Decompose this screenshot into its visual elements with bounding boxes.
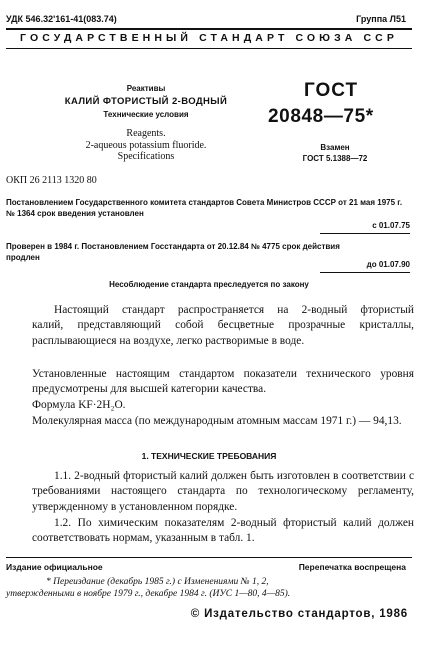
udk-code: УДК 546.32'161-41(083.74): [6, 14, 117, 24]
title-en-line: Specifications: [117, 151, 175, 162]
group-code: Группа Л51: [356, 14, 406, 24]
quality-text: Установленные настоящим стандартом показатели технического уровня предусмотрены для высшей категории качества.: [32, 368, 414, 396]
official-edition-label: Издание официальное: [6, 562, 103, 572]
scope-line: калий, представляющий собой бесцветные прозрачные кристаллы,: [32, 319, 414, 332]
penalty-notice: Несоблюдение стандарта преследуется по закону: [109, 280, 309, 289]
state-standard-banner: ГОСУДАРСТВЕННЫЙ СТАНДАРТ СОЮЗА ССР: [20, 32, 398, 44]
checked-text: Проверен в 1984 г. Постановлением Госстандарта от 20.12.84 № 4775 срок действия продлен: [6, 242, 340, 262]
decree-text: Постановлением Государственного комитета стандартов Совета Министров СССР от 21 мая 1975 г. № 1364 срок введения установлен: [6, 198, 403, 218]
checked-date: до 01.07.90: [366, 260, 410, 269]
footer-rule: [6, 557, 412, 558]
reagents-label: Реактивы: [126, 84, 166, 93]
molecular-mass-paragraph: Молекулярная масса (по международным атомным массам 1971 г.) — 94,13.: [32, 415, 402, 427]
gost-label: ГОСТ: [304, 80, 359, 101]
gost-number: 20848—75*: [268, 106, 374, 127]
standard-title-en: [56, 128, 236, 163]
title-en-line: Reagents.: [126, 128, 166, 139]
banner-rule: [6, 48, 412, 49]
reprint-prohibited-label: Перепечатка воспрещена: [298, 562, 406, 572]
okp-code: ОКП 26 2113 1320 80: [6, 175, 97, 186]
quality-paragraph: [32, 367, 414, 398]
reissue-note: [6, 576, 412, 600]
clause-1-2: 1.2. По химическим показателям 2-водный фтористый калий должен соответствовать нормам, указанным в табл. 1.: [32, 517, 414, 545]
standard-title-ru: КАЛИЙ ФТОРИСТЫЙ 2-ВОДНЫЙ: [64, 96, 228, 107]
decree-date: с 01.07.75: [372, 221, 410, 230]
scope-paragraph: [32, 303, 414, 349]
title-en-line: 2-aqueous potassium fluoride.: [85, 139, 207, 151]
scope-line: Настоящий стандарт распространяется на 2-водный фтористый: [54, 304, 414, 316]
scope-line: расплывающиеся на воздухе, легко растворимые в воде.: [32, 334, 305, 347]
replaces-label: Взамен: [320, 143, 350, 152]
copyright-notice: © Издательство стандартов, 1986: [190, 608, 408, 620]
tech-conditions-label: Технические условия: [103, 110, 189, 119]
section-heading: 1. ТЕХНИЧЕСКИЕ ТРЕБОВАНИЯ: [141, 451, 277, 461]
formula-line: Формула KF·2H₂O.: [32, 399, 126, 411]
replaces-number: ГОСТ 5.1388—72: [302, 154, 368, 163]
reissue-line: утвержденными в ноябре 1979 г., декабре 1984 г. (ИУС 1—80, 4—85).: [6, 589, 291, 599]
decree-date-rule: [320, 233, 410, 234]
reissue-line: * Переиздание (декабрь 1985 г.) с Изменениями № 1, 2,: [46, 577, 269, 587]
checked-date-rule: [320, 272, 410, 273]
clause-1-1: 1.1. 2-водный фтористый калий должен быть изготовлен в соответствии с требованиями настоящего стандарта по технологическому регламенту, утвержденному в установленном порядке.: [32, 470, 414, 513]
top-rule: [6, 28, 412, 30]
